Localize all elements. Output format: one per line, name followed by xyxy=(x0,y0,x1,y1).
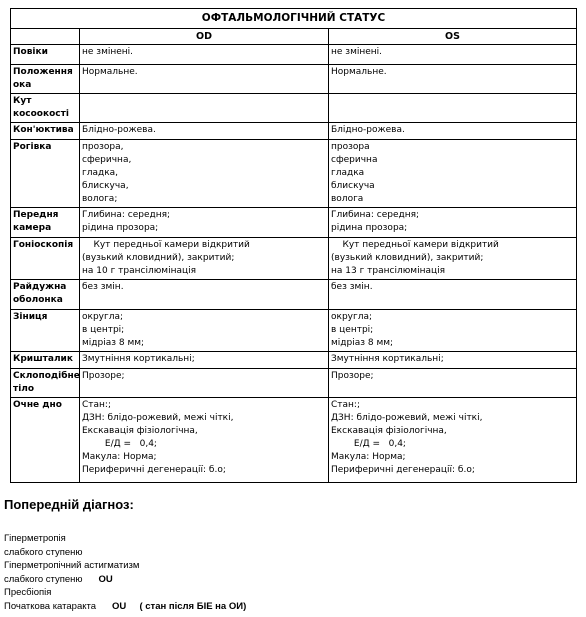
cell-od xyxy=(80,238,329,280)
cell-od xyxy=(80,140,329,208)
cell-line: (вузький кловидний), закритий; xyxy=(331,253,484,263)
table-title: ОФТАЛЬМОЛОГІЧНИЙ СТАТУС xyxy=(11,9,577,29)
row-label: Рогівка xyxy=(11,140,80,208)
cell-line: сферична, xyxy=(82,155,132,165)
diagnosis-eye-note: OU ( стан після БІЕ на ОИ) xyxy=(112,600,247,612)
cell-line: Глибина: середня; xyxy=(82,210,171,220)
table-row xyxy=(11,398,577,483)
cell-line: Змутніння кортикальні; xyxy=(331,354,444,364)
cell-od xyxy=(80,369,329,398)
cell-os xyxy=(329,398,577,483)
cell-line: мідріаз 8 мм; xyxy=(331,338,394,348)
cell-line: на 13 г трансілюмінація xyxy=(331,266,446,276)
cell-line: без змін. xyxy=(331,282,373,292)
cell-line: Екскавація фізіологічна, xyxy=(331,426,447,436)
cell-line: Глибина: середня; xyxy=(331,210,420,220)
cell-line: Екскавація фізіологічна, xyxy=(82,426,198,436)
corner-cell xyxy=(11,29,80,45)
diagnosis-text: слабкого ступеню xyxy=(4,546,83,558)
cell-line: округла; xyxy=(331,312,373,322)
cell-line: гладка, xyxy=(82,168,119,178)
cell-line: рідина прозора; xyxy=(331,223,408,233)
cell-line: ДЗН: блідо-рожевий, межі чіткі, xyxy=(331,413,483,423)
row-label: Повіки xyxy=(11,45,80,65)
cell-line: Прозоре; xyxy=(82,371,125,381)
cell-os xyxy=(329,94,577,123)
cell-line: блискуча, xyxy=(82,181,129,191)
cell-od xyxy=(80,208,329,238)
cell-os xyxy=(329,369,577,398)
cell-line: Кут передньої камери відкритий xyxy=(82,240,250,250)
cell-od xyxy=(80,352,329,369)
diagnosis-text: Пресбіопія xyxy=(4,587,52,598)
row-label: Кут косоокості xyxy=(11,94,80,123)
cell-line: Кут передньої камери відкритий xyxy=(331,240,499,250)
cell-od xyxy=(80,65,329,94)
cell-od xyxy=(80,45,329,65)
cell-line: Стан:; xyxy=(82,400,111,410)
table-row xyxy=(11,280,577,310)
cell-line: ДЗН: блідо-рожевий, межі чіткі, xyxy=(82,413,234,423)
cell-os xyxy=(329,123,577,140)
cell-line: гладка xyxy=(331,168,365,178)
cell-line: (вузький кловидний), закритий; xyxy=(82,253,235,263)
diagnosis-lines xyxy=(4,532,246,613)
diagnosis-text: слабкого ступеню xyxy=(4,573,83,585)
table-row xyxy=(11,352,577,369)
cell-od xyxy=(80,123,329,140)
diagnosis-line xyxy=(4,586,246,600)
diagnosis-heading: Попередній діагноз: xyxy=(4,497,134,512)
cell-line: Змутніння кортикальні; xyxy=(82,354,195,364)
cell-line: рідина прозора; xyxy=(82,223,159,233)
cell-line: Е/Д = 0,4; xyxy=(82,439,157,449)
cell-os xyxy=(329,65,577,94)
row-label: Склоподібне тіло xyxy=(11,369,80,398)
cell-od xyxy=(80,94,329,123)
row-label: Кон'юктива xyxy=(11,123,80,140)
row-label: Передня камера xyxy=(11,208,80,238)
cell-line: без змін. xyxy=(82,282,124,292)
cell-line: не змінені. xyxy=(331,47,383,57)
cell-os xyxy=(329,280,577,310)
cell-line: прозора xyxy=(331,142,370,152)
cell-line: сферична xyxy=(331,155,378,165)
diagnosis-line xyxy=(4,573,246,587)
diagnosis-text: Початкова катаракта xyxy=(4,600,97,612)
cell-od xyxy=(80,310,329,352)
diagnosis-line xyxy=(4,559,246,573)
cell-od xyxy=(80,398,329,483)
cell-line: волога; xyxy=(82,194,118,204)
cell-line: блискуча xyxy=(331,181,375,191)
table-row xyxy=(11,140,577,208)
cell-line: на 10 г трансілюмінація xyxy=(82,266,197,276)
cell-os xyxy=(329,238,577,280)
cell-line: не змінені. xyxy=(82,47,134,57)
cell-line: волога xyxy=(331,194,364,204)
row-label: Зіниця xyxy=(11,310,80,352)
table-row xyxy=(11,123,577,140)
cell-line: Периферичні дегенерації: б.о; xyxy=(331,465,475,475)
cell-line: Нормальне. xyxy=(82,67,138,77)
table-row xyxy=(11,208,577,238)
cell-line: Стан:; xyxy=(331,400,360,410)
row-label: Райдужна оболонка xyxy=(11,280,80,310)
cell-os xyxy=(329,45,577,65)
cell-line: Нормальне. xyxy=(331,67,387,77)
cell-line: Е/Д = 0,4; xyxy=(331,439,406,449)
cell-line: прозора, xyxy=(82,142,124,152)
column-header-od: OD xyxy=(80,29,329,45)
cell-line: в центрі; xyxy=(82,325,125,335)
row-label: Положення ока xyxy=(11,65,80,94)
cell-line: в центрі; xyxy=(331,325,374,335)
cell-line: Макула: Норма; xyxy=(331,452,406,462)
preliminary-diagnosis xyxy=(4,497,246,613)
cell-os xyxy=(329,208,577,238)
row-label: Гоніоскопія xyxy=(11,238,80,280)
cell-line: округла; xyxy=(82,312,124,322)
table-row xyxy=(11,369,577,398)
diagnosis-eye-note: OU xyxy=(98,573,113,585)
cell-line: мідріаз 8 мм; xyxy=(82,338,145,348)
diagnosis-text: Гіперметропія xyxy=(4,533,66,544)
ophthalmology-status-table xyxy=(10,8,577,483)
cell-os xyxy=(329,310,577,352)
table-row xyxy=(11,94,577,123)
cell-od xyxy=(80,280,329,310)
diagnosis-line xyxy=(4,532,246,546)
cell-line: Прозоре; xyxy=(331,371,374,381)
cell-line: Периферичні дегенерації: б.о; xyxy=(82,465,226,475)
row-label: Очне дно xyxy=(11,398,80,483)
table-row xyxy=(11,310,577,352)
row-label: Кришталик xyxy=(11,352,80,369)
cell-line: Макула: Норма; xyxy=(82,452,157,462)
table-row xyxy=(11,238,577,280)
table-row xyxy=(11,45,577,65)
column-header-os: OS xyxy=(329,29,577,45)
cell-line: Блідно-рожева. xyxy=(82,125,156,135)
diagnosis-text: Гіперметропічний астигматизм xyxy=(4,560,140,571)
cell-line: Блідно-рожева. xyxy=(331,125,405,135)
table-row xyxy=(11,65,577,94)
diagnosis-line xyxy=(4,600,246,614)
cell-os xyxy=(329,352,577,369)
diagnosis-line xyxy=(4,546,246,560)
cell-os xyxy=(329,140,577,208)
